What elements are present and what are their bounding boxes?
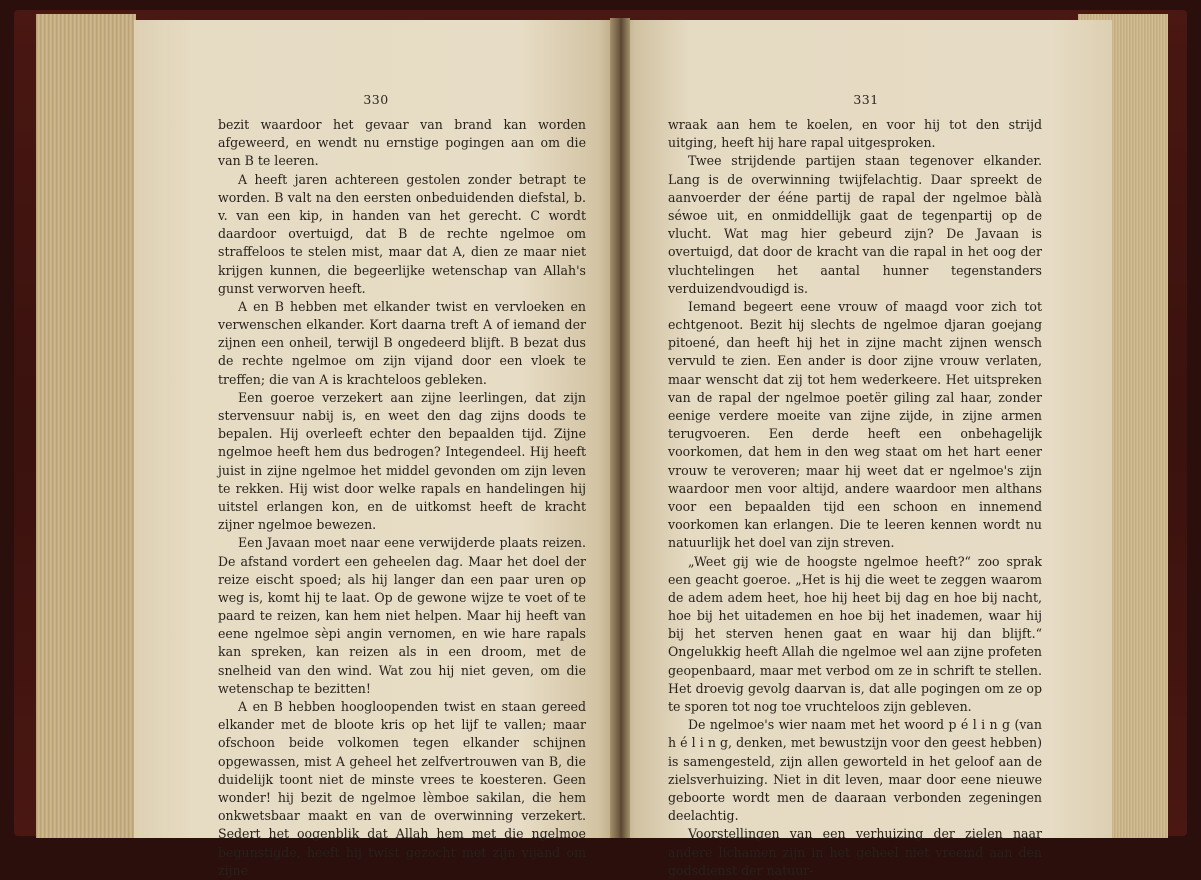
paragraph: Een Javaan moet naar eene verwijderde plaats reizen. De afstand vordert een geheelen dag. Maar het doel der reize eischt spoed; als hij langer dan een paar uren op weg is, komt hij te laat. Op de gewone wijze te voet of te paard te reizen, kan hem niet helpen. Maar hij heeft van eene ngelmoe sèpi angin vernomen, en wie hare rapals kan spreken, kan reizen als in een droom, met de snelheid van den wind. Wat zou hij niet geven, om die wetenschap te bezitten! (218, 535, 586, 696)
left-page (134, 20, 618, 878)
paragraph: De ngelmoe's wier naam met het woord p é l i n g (van h é l i n g, denken, met bewustzijn voor den geest hebben) is samengesteld, zijn allen geworteld in het geloof aan de zielsverhuizing. Niet in dit leven, maar door eene nieuwe geboorte wordt men de daaraan verbonden zegeningen deelachtig. (668, 717, 1042, 824)
paragraph: A en B hebben met elkander twist en vervloeken en verwenschen elkander. Kort daarna treft A of iemand der zijnen een onheil, terwijl B ongedeerd blijft. B bezat dus de rechte ngelmoe om zijn vijand door een vloek te treffen; die van A is krachteloos gebleken. (218, 298, 586, 387)
right-page-body (668, 116, 1042, 880)
paragraph: A heeft jaren achtereen gestolen zonder betrapt te worden. B valt na den eersten onbeduidenden diefstal, b. v. van een kip, in handen van het gerecht. C wordt daardoor overtuigd, dat B de rechte ngelmoe om straffeloos te stelen mist, maar dat A, dien ze maar niet krijgen kunnen, die begeerlijke wetenschap van Allah's gunst verworven heeft. (218, 171, 586, 296)
right-page (620, 20, 1112, 878)
paragraph: Een goeroe verzekert aan zijne leerlingen, dat zijn stervensuur nabij is, en weet den dag zijns doods te bepalen. Hij overleeft echter den bepaalden tijd. Zijne ngelmoe heeft hem dus bedrogen? Integendeel. Hij heeft juist in zijne ngelmoe het middel gevonden om zijn leven te rekken. Hij wist door welke rapals en handelingen hij uitstel erlangen kon, en de uitkomst heeft de kracht zijner ngelmoe bewezen. (218, 389, 586, 533)
right-page-number: 331 (853, 92, 879, 107)
paragraph: Voorstellingen van een verhuizing der zielen naar andere lichamen zijn in het geheel niet vreemd aan den godsdienst der natuur- (668, 826, 1042, 878)
left-page-number: 330 (363, 92, 389, 107)
paragraph: wraak aan hem te koelen, en voor hij tot den strijd uitging, heeft hij hare rapal uitgesproken. (668, 117, 1042, 151)
paragraph: Twee strijdende partijen staan tegenover elkander. Lang is de overwinning twijfelachtig. Daar spreekt de aanvoerder der ééne partij de rapal der ngelmoe bàlà séwoe uit, en onmiddellijk gaat de tegenpartij op de vlucht. Wat mag hier gebeurd zijn? De Javaan is overtuigd, dat door de kracht van die rapal in het oog der vluchtelingen het aantal hunner tegenstanders verduizendvoudigd is. (668, 153, 1042, 296)
paragraph: A en B hebben hoogloopenden twist en staan gereed elkander met de bloote kris op het lijf te vallen; maar ofschoon beide volkomen tegen elkander schijnen opgewassen, mist A geheel het zelfvertrouwen van B, die duidelijk toont niet de minste vrees te koesteren. Geen wonder! hij bezit de ngelmoe lèmboe sakilan, die hem onkwetsbaar maakt en van de overwinning verzekert. Sedert het oogenblik dat Allah hem met die ngelmoe begunstigde, heeft hij twist gezocht met zijn vijand om zijne (218, 699, 586, 878)
paragraph: „Weet gij wie de hoogste ngelmoe heeft?“ zoo sprak een geacht goeroe. „Het is hij die weet te zeggen waarom de adem adem heet, hoe hij heet bij dag en hoe bij nacht, hoe bij het uitademen en hoe bij het inademen, waar hij bij het sterven henen gaat en waar hij dan blijft.“ Ongelukkig heeft Allah die ngelmoe wel aan zijne profeten geopenbaard, maar met verbod om ze in schrift te stellen. Het droevig gevolg daarvan is, dat alle pogingen om ze op te sporen tot nog toe vruchteloos zijn gebleven. (668, 553, 1042, 714)
book-gutter (610, 18, 630, 838)
paragraph: bezit waardoor het gevaar van brand kan worden afgeweerd, en wendt nu ernstige pogingen aan om die van B te leeren. (218, 117, 586, 169)
paragraph: Iemand begeert eene vrouw of maagd voor zich tot echtgenoot. Bezit hij slechts de ngelmoe djaran goejang pitoené, dan heeft hij het in zijne macht zijnen wensch vervuld te zien. Een ander is door zijne vrouw verlaten, maar wenscht dat zij tot hem wederkeere. Het uitspreken van de rapal der ngelmoe poetër giling zal haar, zonder eenige verdere moeite van zijne zijde, in zijne armen terugvoeren. Een derde heeft een onbehagelijk voorkomen, dat hem in den weg staat om het hart eener vrouw te veroveren; maar hij weet dat er ngelmoe's zijn waardoor men voor altijd, andere waardoor men althans voor een bepaalden tijd een schoon en innemend voorkomen kan erlangen. Die te leeren kennen wordt nu natuurlijk het doel van zijn streven. (668, 298, 1042, 551)
left-page-edges (36, 14, 136, 838)
left-page-body (218, 116, 586, 880)
